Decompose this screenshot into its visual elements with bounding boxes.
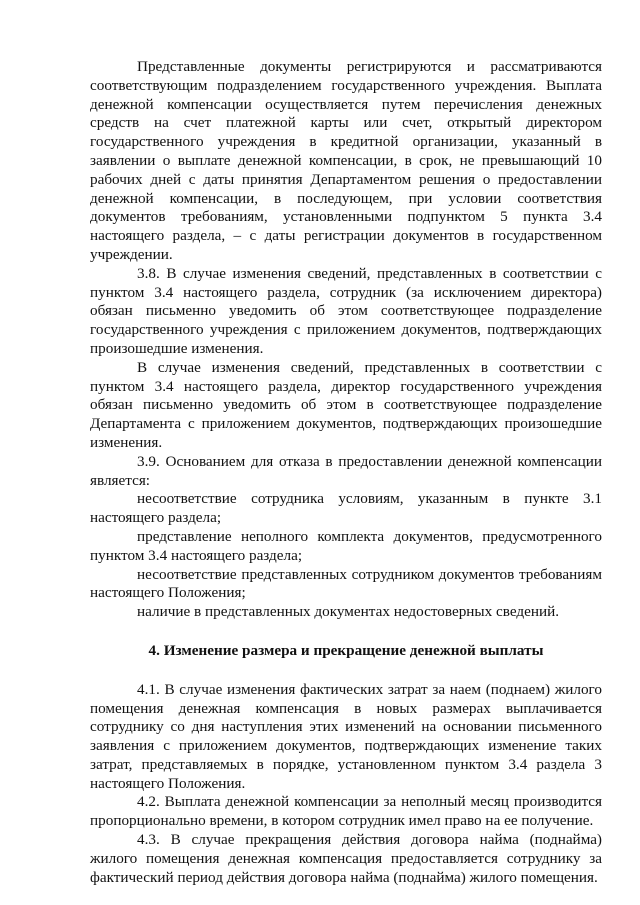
paragraph-4-2: 4.2. Выплата денежной компенсации за неполный месяц производится пропорционально времени, в котором сотрудник имел право на ее получение. (90, 793, 602, 830)
paragraph-4-1: 4.1. В случае изменения фактических затрат за наем (поднаем) жилого помещения денежная компенсация в новых размерах выплачивается сотруднику со дня наступления этих изменений на основании письменного заявления с приложением документов, подтверждающих изменение таких затрат, представляемых в порядке, установленном пунктом 3.4 раздела 3 настоящего Положения. (90, 680, 602, 792)
paragraph-4-3: 4.3. В случае прекращения действия договора найма (поднайма) жилого помещения денежная компенсация предоставляется сотруднику за фактический период действия договора найма (поднайма) жилого помещения. (90, 831, 602, 886)
section-heading: 4. Изменение размера и прекращение денежной выплаты (148, 641, 544, 659)
refusal-reason-2: представление неполного комплекта документов, предусмотренного пунктом 3.4 настоящего раздела; (90, 527, 602, 564)
paragraph-3-8: 3.8. В случае изменения сведений, представленных в соответствии с пунктом 3.4 настоящего раздела, сотрудник (за исключением директора) обязан письменно уведомить об этом соответствующее подразделение государственного учреждения с приложением документов, подтверждающих произошедшие изменения. (90, 264, 602, 357)
paragraph-director-change: В случае изменения сведений, представленных в соответствии с пунктом 3.4 настоящего раздела, директор государственного учреждения обязан письменно уведомить об этом в соответствующее подразделение Департамента с приложением документов, подтверждающих произошедшие изменения. (90, 358, 602, 451)
paragraph-3-9: 3.9. Основанием для отказа в предоставлении денежной компенсации является: (90, 452, 602, 489)
paragraph-registration: Представленные документы регистрируются и рассматриваются соответствующим подразделением государственного учреждения. Выплата денежной компенсации осуществляется путем перечисления денежных средств на счет платежной карты или счет, открытый директором государственного учреждения в кредитной организации, указанный в заявлении о выплате денежной компенсации, в срок, не превышающий 10 рабочих дней с даты принятия Департаментом решения о предоставлении денежной компенсации, в последующем, при условии соответствия документов требованиям, установленными подпунктом 5 пункта 3.4 настоящего раздела, – с даты регистрации документов в государственном учреждении. (90, 58, 602, 263)
refusal-reason-1: несоответствие сотрудника условиям, указанным в пункте 3.1 настоящего раздела; (90, 490, 602, 527)
refusal-reason-3: несоответствие представленных сотрудником документов требованиям настоящего Положения; (90, 565, 602, 602)
refusal-reason-4: наличие в представленных документах недостоверных сведений. (137, 603, 560, 621)
